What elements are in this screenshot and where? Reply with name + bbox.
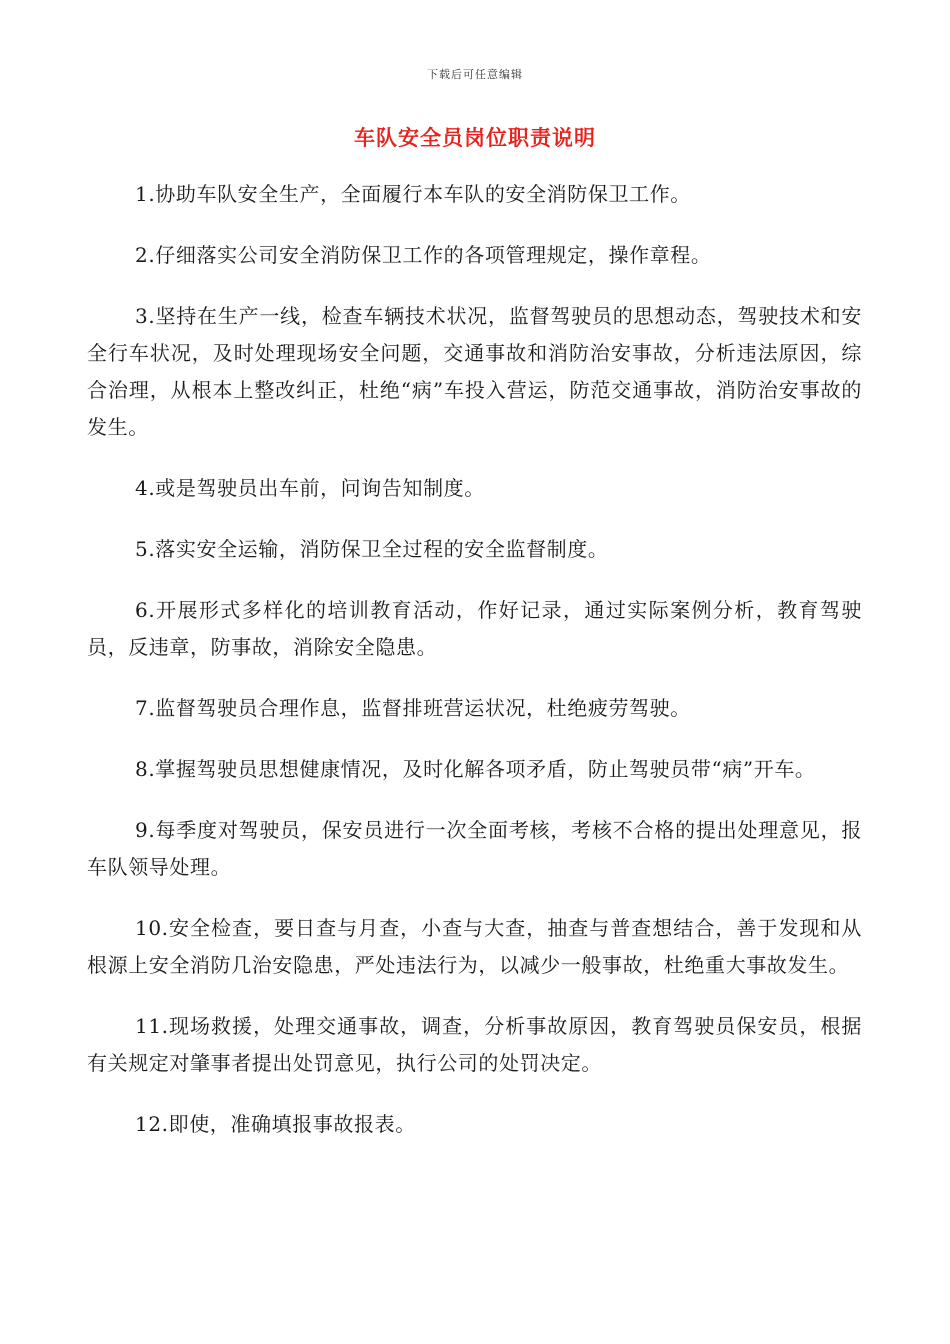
- duty-item-6: 6.开展形式多样化的培训教育活动，作好记录，通过实际案例分析，教育驾驶员，反违章，防事故，消除安全隐患。: [87, 598, 862, 659]
- duty-item-1: 1.协助车队安全生产，全面履行本车队的安全消防保卫工作。: [135, 182, 691, 206]
- duty-item-2: 2.仔细落实公司安全消防保卫工作的各项管理规定，操作章程。: [135, 243, 712, 267]
- duty-item-11: 11.现场救援，处理交通事故，调查，分析事故原因，教育驾驶员保安员，根据有关规定对肇事者提出处罚意见，执行公司的处罚决定。: [87, 1014, 862, 1075]
- header-note: 下载后可任意编辑: [427, 68, 523, 81]
- duty-item-12: 12.即使，准确填报事故报表。: [135, 1112, 416, 1136]
- duty-item-10: 10.安全检查，要日查与月查，小查与大查，抽查与普查想结合，善于发现和从根源上安全消防几治安隐患，严处违法行为，以减少一般事故，杜绝重大事故发生。: [87, 916, 862, 977]
- duty-item-5: 5.落实安全运输，消防保卫全过程的安全监督制度。: [135, 537, 609, 561]
- document-title: 车队安全员岗位职责说明: [354, 125, 596, 150]
- duty-item-8: 8.掌握驾驶员思想健康情况，及时化解各项矛盾，防止驾驶员带“病”开车。: [135, 757, 816, 781]
- document-body: [87, 176, 862, 1167]
- duty-item-7: 7.监督驾驶员合理作息，监督排班营运状况，杜绝疲劳驾驶。: [135, 696, 691, 720]
- duty-item-4: 4.或是驾驶员出车前，问询告知制度。: [135, 476, 485, 500]
- duty-item-9: 9.每季度对驾驶员，保安员进行一次全面考核，考核不合格的提出处理意见，报车队领导处理。: [87, 818, 862, 879]
- duty-item-3: 3.坚持在生产一线，检查车辆技术状况，监督驾驶员的思想动态，驾驶技术和安全行车状况，及时处理现场安全问题，交通事故和消防治安事故，分析违法原因，综合治理，从根本上整改纠正，杜绝“病”车投入营运，防范交通事故，消防治安事故的发生。: [87, 304, 862, 439]
